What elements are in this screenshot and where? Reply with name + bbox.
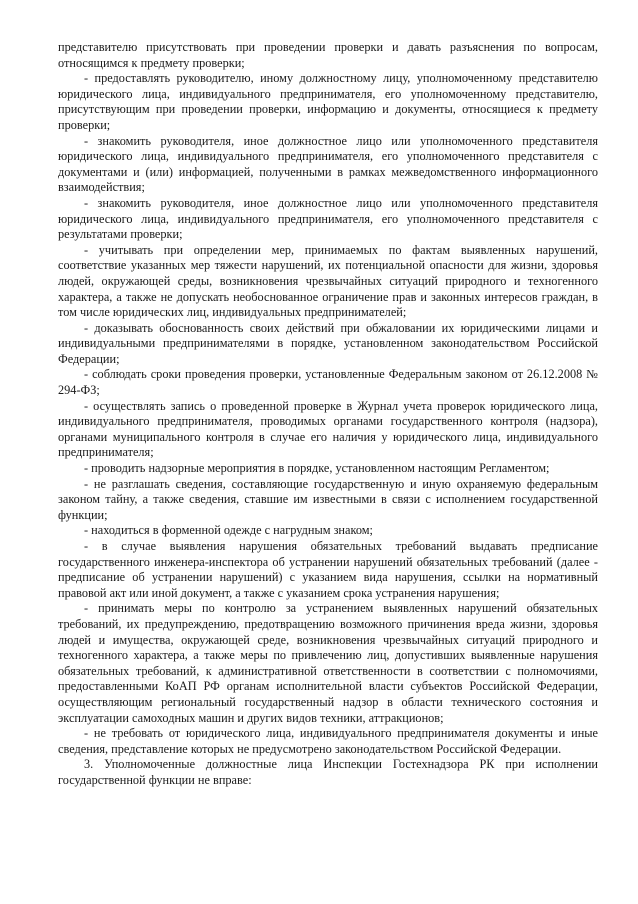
paragraph-justify-actions: - доказывать обоснованность своих действий при обжаловании их юридическими лицами и индивидуальными предпринимателями в порядке, установленном законодательством Российской Федерации; bbox=[58, 320, 598, 366]
paragraph-confidentiality: - не разглашать сведения, составляющие государственную и иную охраняемую федеральным законом тайну, а также сведения, ставшие им известными в связи с исполнением государственной функции; bbox=[58, 476, 598, 522]
paragraph-continuation: представителю присутствовать при проведении проверки и давать разъяснения по вопросам, относящимся к предмету проверки; bbox=[58, 40, 598, 70]
paragraph-provide-information: - предоставлять руководителю, иному должностному лицу, уполномоченному представителю юридического лица, индивидуального предпринимателя, его уполномоченному представителю, присутствующим при проведении проверки, информацию и документы, относящиеся к предмету проверки; bbox=[58, 71, 598, 132]
paragraph-interagency-documents: - знакомить руководителя, иное должностное лицо или уполномоченного представителя юридического лица, индивидуального предпринимателя, его уполномоченного представителя с документами и (или) информацией, полученными в рамках межведомственного информационного взаимодействия; bbox=[58, 133, 598, 195]
paragraph-issue-order: - в случае выявления нарушения обязательных требований выдавать предписание государственного инженера-инспектора об устранении нарушений обязательных требований (далее - предписание об устранении нарушений) с указанием вида нарушения, ссылки на нормативный правовой акт или иной документ, а также с указанием срока устранения нарушения; bbox=[58, 539, 598, 600]
paragraph-uniform: - находиться в форменной одежде с нагрудным знаком; bbox=[84, 523, 373, 538]
paragraph-no-extra-documents: - не требовать от юридического лица, индивидуального предпринимателя документы и иные сведения, представление которых не предусмотрено законодательством Российской Федерации. bbox=[58, 726, 598, 756]
paragraph-journal-record: - осуществлять запись о проведенной проверке в Журнал учета проверок юридического лица, индивидуального предпринимателя, проводимых органами государственного контроля (надзора), органами муниципального контроля в случае его наличия у юридического лица, индивидуального предпринимателя; bbox=[58, 398, 598, 460]
paragraph-supervisory-activities: - проводить надзорные мероприятия в порядке, установленном настоящим Регламентом; bbox=[84, 461, 550, 476]
paragraph-section-3: 3. Уполномоченные должностные лица Инспекции Гостехнадзора РК при исполнении государственной функции не вправе: bbox=[58, 757, 598, 787]
paragraph-inspection-results: - знакомить руководителя, иное должностное лицо или уполномоченного представителя юридического лица, индивидуального предпринимателя, его уполномоченного представителя с результатами проверки; bbox=[58, 195, 598, 242]
paragraph-proportional-measures: - учитывать при определении мер, принимаемых по фактам выявленных нарушений, соответствие указанных мер тяжести нарушений, их потенциальной опасности для жизни, здоровья людей, окружающей среды, возникновения чрезвычайных ситуаций природного и техногенного характера, а также не допускать необоснованное ограничение прав и законных интересов граждан, в том числе юридических лиц, индивидуальных предпринимателей; bbox=[58, 242, 598, 320]
paragraph-control-measures: - принимать меры по контролю за устранением выявленных нарушений обязательных требований, их предупреждению, предотвращению возможного причинения вреда жизни, здоровья людей и имущества, окружающей среде, возникновения чрезвычайных ситуаций природного и техногенного характера, а также меры по привлечению лиц, допустивших выявленные нарушения обязательных требований, к административной ответственности в соответствии с полномочиями, предоставленными КоАП РФ органам исполнительной власти субъектов Российской Федерации, осуществляющим региональный государственный надзор в области технического состояния и эксплуатации самоходных машин и других видов техники, аттракционов; bbox=[58, 601, 598, 725]
paragraph-observe-deadlines: - соблюдать сроки проведения проверки, установленные Федеральным законом от 26.12.2008 № 294-ФЗ; bbox=[58, 367, 598, 398]
document-page bbox=[58, 40, 598, 789]
